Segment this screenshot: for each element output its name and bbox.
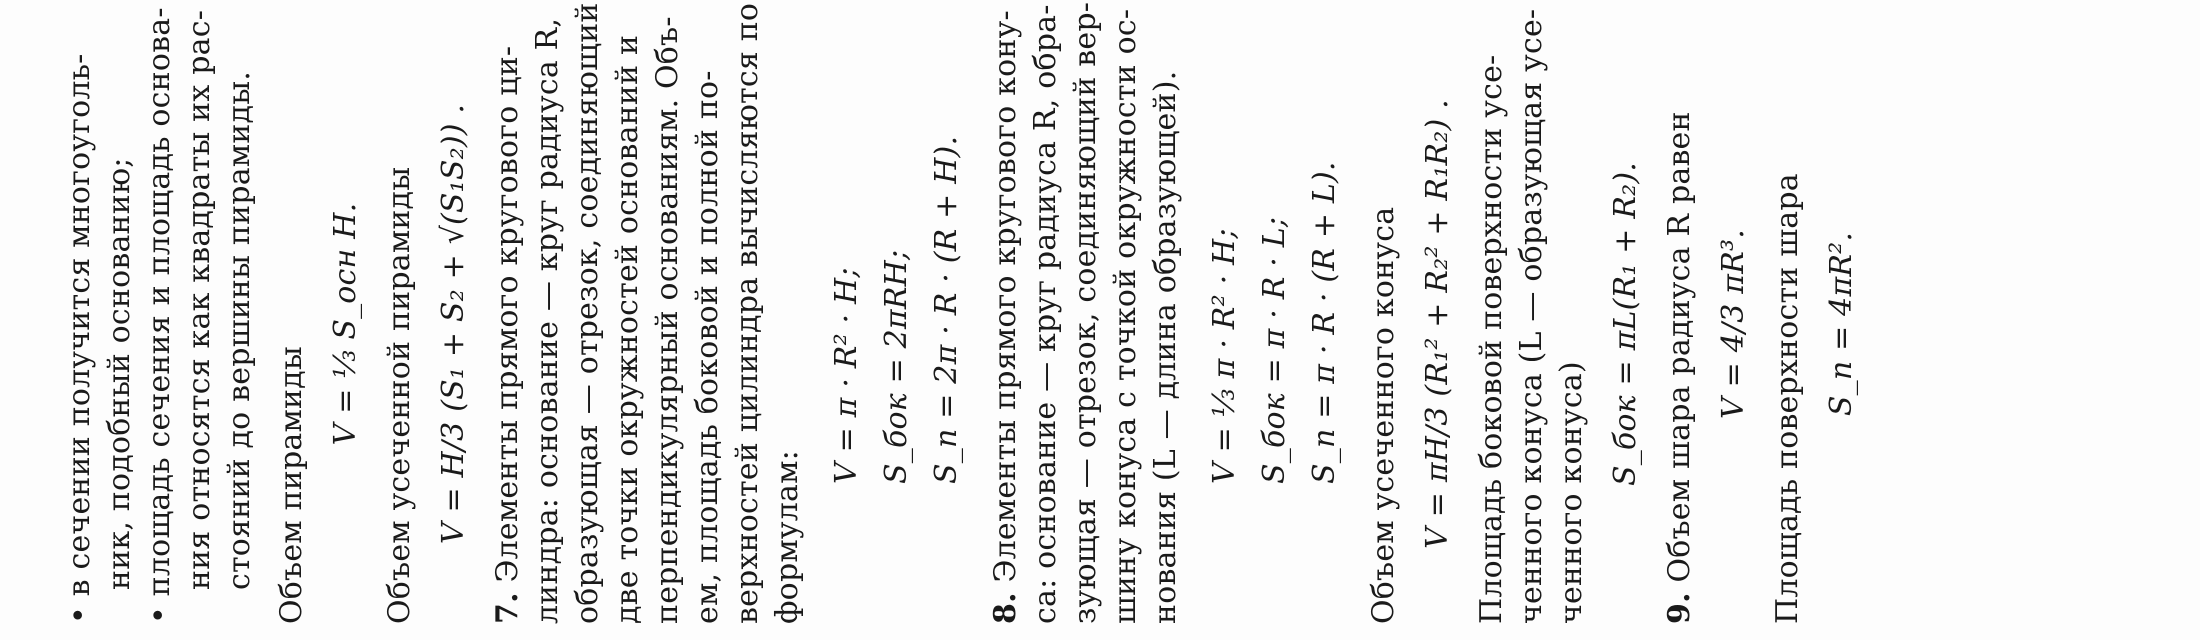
formula-cylinder-volume: V = π · R² · H; (829, 267, 864, 484)
text-line: шину конуса с точкой окружности ос- (1108, 8, 1143, 624)
cone-formulas (1200, 24, 1350, 484)
formula-cone-volume: V = ⅓ π · R² · H; (1207, 228, 1242, 484)
text-fragment: Элементы прямого кругового ци- (490, 45, 525, 593)
text-line: ния относятся как квадраты их рас- (182, 9, 217, 590)
text-line: са: основание — круг радиуса R, обра- (1028, 4, 1063, 624)
formula-frustum-cone-lateral: S_бок = πL(R₁ + R₂). (1608, 161, 1643, 487)
text-line: Площадь боковой поверхности усе- (1474, 54, 1509, 624)
item-number: 9. (1662, 592, 1697, 624)
text-line: Площадь поверхности шара (1770, 173, 1805, 624)
formula-cylinder-total: S_п = 2π · R · (R + H). (929, 135, 964, 484)
formula-cone-total: S_п = π · R · (R + L). (1307, 161, 1342, 484)
text-fragment: Элементы прямого кругового кону- (988, 10, 1023, 593)
text-line: формулам: (770, 450, 805, 624)
text-line: ченного конуса) (1554, 361, 1589, 624)
text-line: зующая — отрезок, соединяющий вер- (1068, 1, 1103, 624)
formula-frustum-volume: V = H/3 (S₁ + S₂ + √(S₁S₂)) . (436, 103, 471, 545)
item-number: 8. (988, 592, 1023, 624)
cylinder-formulas (822, 24, 972, 484)
text-line: нования (L — длина образующей). (1148, 70, 1183, 624)
formula-cone-lateral: S_бок = π · R · L; (1257, 216, 1292, 484)
formula-frustum-cone-volume: V = πH/3 (R₁² + R₂² + R₁R₂) . (1420, 99, 1455, 549)
text-line: ник, подобный основанию; (102, 157, 137, 590)
text-line: верхностей цилиндра вычисляются по (730, 2, 765, 624)
paragraph-7-first-line (488, 24, 528, 624)
text-line: • в сечении получится многоуголь- (62, 53, 97, 624)
text-fragment: Объем шара радиуса R равен (1662, 111, 1697, 593)
formula-pyramid-volume: V = ⅓ S_осн H. (328, 202, 363, 446)
text-line: Объем усеченного конуса (1366, 206, 1401, 624)
text-line: стояний до вершины пирамиды. (222, 70, 257, 590)
text-line: ченного конуса (L — образующая усе- (1514, 8, 1549, 624)
text-line: ем, площадь боковой и полной по- (690, 70, 725, 624)
paragraph-8-first-line (986, 10, 1026, 624)
text-line: перпендикулярный основаниям. Объ- (650, 16, 685, 624)
formula-cylinder-lateral: S_бок = 2πRH; (879, 249, 914, 484)
paragraph-9-line (1660, 24, 1700, 624)
text-line: • площадь сечения и площадь основа- (142, 7, 177, 624)
formula-sphere-surface: S_п = 4πR². (1824, 231, 1859, 417)
text-line: образующая — отрезок, соединяющий (570, 2, 605, 624)
text-line: Объем усеченной пирамиды (382, 166, 417, 624)
text-line: Объем пирамиды (274, 346, 309, 624)
text-column (60, 1, 1876, 624)
formula-sphere-volume: V = 4/3 πR³. (1716, 229, 1751, 419)
text-line: линдра: основание — круг радиуса R, (530, 17, 565, 624)
item-number: 7. (490, 592, 525, 624)
text-line: две точки окружностей оснований и (610, 34, 645, 624)
